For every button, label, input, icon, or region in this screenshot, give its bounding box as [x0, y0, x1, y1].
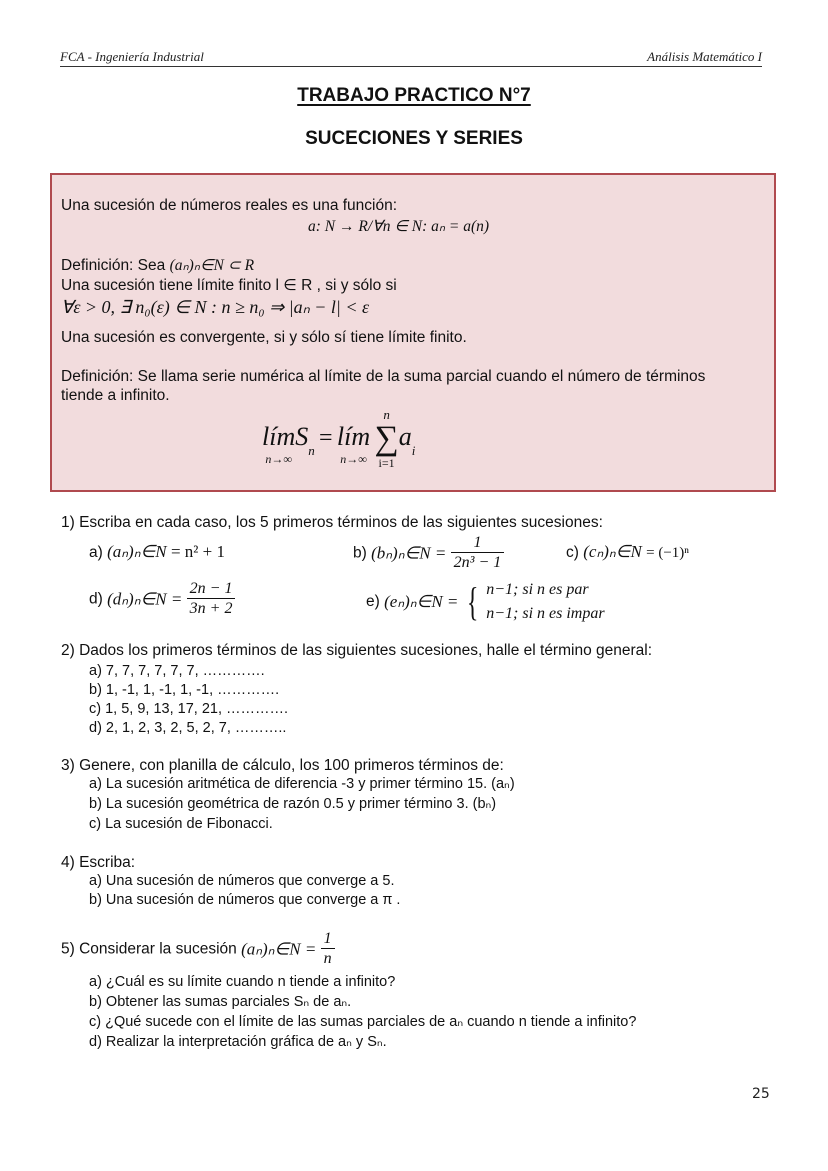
summation-symbol: n ∑ i=1: [374, 407, 399, 470]
header-course: Análisis Matemático I: [647, 49, 762, 64]
definition-intro: Una sucesión de números reales es una función:: [61, 197, 398, 214]
function-formula: a: N → R/∀n ∈ N: aₙ = a(n): [308, 218, 490, 235]
header-institution: FCA - Ingeniería Industrial: [60, 49, 204, 64]
exercise-2-prompt: 2) Dados los primeros términos de las siguientes sucesiones, halle el término general:: [61, 642, 653, 659]
exercise-2d: d) 2, 1, 2, 3, 2, 5, 2, 7, ………..: [89, 720, 287, 736]
exercise-1d: d) (dₙ)ₙ∈N = $\frac{2n - 1}{3n + 2}$: [89, 580, 235, 619]
exercise-5c: c) ¿Qué sucede con el límite de las sumas parciales de aₙ cuando n tiende a infinito?: [89, 1014, 637, 1030]
exercise-1b: b) (bₙ)ₙ∈N = $\frac{1}{\text{2n³ − 1}}$: [353, 534, 504, 573]
exercise-1e: e) (eₙ)ₙ∈N = { n−1; si n es par n−1; si n es impar: [366, 579, 605, 624]
definition-2-line-1: Definición: Se llama serie numérica al límite de la suma parcial cuando el número de términos: [61, 368, 706, 385]
exercise-2b: b) 1, -1, 1, -1, 1, -1, ………….: [89, 682, 280, 698]
exercise-5-prompt: 5) Considerar la sucesión (aₙ)ₙ∈N = $\frac{1}{n}$: [61, 930, 335, 969]
exercise-5b: b) Obtener las sumas parciales Sₙ de aₙ.: [89, 994, 352, 1010]
page-number: 25: [752, 1086, 770, 1102]
fraction: $\frac{2n - 1}{3n + 2}$: [187, 580, 236, 619]
exercise-4b: b) Una sucesión de números que converge a π .: [89, 892, 401, 908]
page-header: [60, 48, 762, 67]
exercise-5d: d) Realizar la interpretación gráfica de aₙ y Sₙ.: [89, 1034, 387, 1050]
page-subtitle: SUCECIONES Y SERIES: [305, 128, 523, 149]
definition-1: Definición: Sea (aₙ)ₙ∈N ⊂ R: [61, 257, 255, 274]
limit-definition-line: Una sucesión tiene límite finito l ∈ R , si y sólo si: [61, 277, 397, 294]
piecewise-cases: n−1; si n es par n−1; si n es impar: [486, 581, 605, 622]
exercise-1-prompt: 1) Escriba en cada caso, los 5 primeros términos de las siguientes sucesiones:: [61, 514, 603, 531]
exercise-1c: c) (cₙ)ₙ∈N = (−1)ⁿ: [566, 542, 689, 561]
left-brace: {: [466, 579, 479, 624]
exercise-2c: c) 1, 5, 9, 13, 17, 21, ………….: [89, 701, 289, 717]
exercise-3-prompt: 3) Genere, con planilla de cálculo, los 100 primeros términos de:: [61, 757, 504, 774]
convergent-definition: Una sucesión es convergente, si y sólo sí tiene límite finito.: [61, 329, 467, 346]
exercise-5a: a) ¿Cuál es su límite cuando n tiende a infinito?: [89, 974, 396, 990]
exercise-1a: a) (aₙ)ₙ∈N = n² + 1: [89, 542, 225, 561]
fraction: $\frac{1}{\text{2n³ − 1}}$: [451, 534, 505, 573]
definitions-box: [50, 173, 776, 492]
exercise-2a: a) 7, 7, 7, 7, 7, 7, ………….: [89, 663, 265, 679]
epsilon-formula: ∀ε > 0, ∃ n₀(ε) ∈ N : n ≥ n₀ ⇒ |aₙ − l| < ε: [61, 297, 370, 317]
exercise-4-prompt: 4) Escriba:: [61, 854, 136, 871]
exercise-3b: b) La sucesión geométrica de razón 0.5 y primer término 3. (bₙ): [89, 796, 497, 812]
exercise-4a: a) Una sucesión de números que converge a 5.: [89, 873, 395, 889]
page-title: TRABAJO PRACTICO N°7: [297, 85, 531, 106]
fraction: $\frac{1}{n}$: [321, 930, 335, 969]
exercise-3c: c) La sucesión de Fibonacci.: [89, 816, 273, 832]
series-formula: lím n→∞ $S_n$ = lím n→∞ n ∑ i=1 $a_i$: [262, 407, 416, 470]
exercise-3a: a) La sucesión aritmética de diferencia -3 y primer término 15. (aₙ): [89, 776, 515, 792]
definition-2-line-2: tiende a infinito.: [61, 387, 170, 404]
